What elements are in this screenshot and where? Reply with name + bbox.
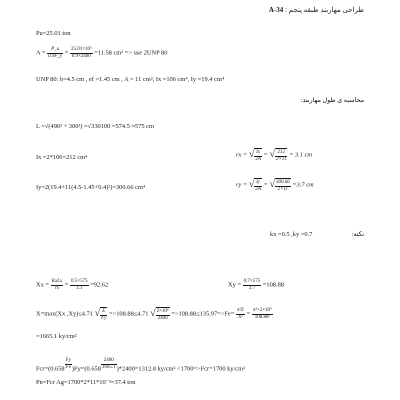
xy-lhs: Xy = [228,281,242,289]
fcr-exp2-den: 1665.1 [101,364,116,370]
slenderness-check: X=max(Xx ,Xy)≤4.71 √ $\frac{E}{Fy}$ =>108.88≤4.71 √ $\frac{\text{2×10⁶}}{2400}$ =>108.88≤135.97=>Fe= $\frac{\text{π²E}}{\text{X²}}$ = $\frac{\text{π²×2×10⁶}}{\text{108.88²}}$ [36,308,272,321]
fcr-exp2-num: 2400 [101,358,117,365]
ry-label: ry = [236,181,248,189]
section-code: A-34 [268,6,284,14]
ry-sqrt-2: √ $\frac{300.66}{2\times 11}$ [269,179,290,192]
fcr-a: Fcr=(0.658 [36,365,65,373]
area-rhs: =11.58 cm² => use 2UNP 80 [94,49,168,57]
fe2-den: 108.88² [254,314,270,320]
ry-sqrt: √ $\frac{Iy}{2A}$ [248,179,261,192]
fe2-num: π²×2×10⁶ [252,308,272,313]
fe-den: X² [238,314,243,320]
xy-fraction [243,279,262,291]
fcr-exponent-2 [101,358,117,370]
fcr-b: )Fy=(0.658 [71,365,101,373]
sq2-den: 2400 [157,315,168,321]
xy-equation [228,279,284,291]
area-fraction-2 [70,47,93,59]
rx-sqrt: √ $\frac{Ix}{2A}$ [248,149,261,162]
rx-result: = 3.1 cm [289,151,313,159]
x-max-b: =>108.88≤4.71 [109,310,149,318]
ry-num: Iy [256,180,261,185]
xx-frac2-num: 0.5×575 [71,279,88,284]
fcr-exponent-1 [65,358,72,370]
xx-fraction [51,279,64,291]
length-equation: L =√(490² + 300²) =√330100 =574.5 ≈575 cm [36,123,154,130]
rx-frac2-num: 212 [275,150,288,157]
fcr-exp1-num: Fy [65,358,71,363]
xx-fraction-2 [70,279,89,291]
length-heading: محاسبه ی طول مهاربند: [300,97,364,104]
fcr-exp1-den: Fe [65,364,71,370]
fcr-c: )*2400=1312.8 ky/cm² <1700=>Fcr=1700 ky/cm² [116,365,246,373]
fe-value: =1665.1 ky/cm² [36,333,77,340]
area-frac-num: P_u [47,47,63,54]
xx-den: rx [54,285,59,291]
pn-line: Pn=Fcr Ag=1700*2*11*10⁻³=37.4 ton [36,379,136,386]
fe-fraction-2 [252,308,273,320]
rx-label: rx = [236,151,248,159]
sq-fy: Fy [101,315,107,321]
fe-fraction [236,308,245,320]
xy-num: 0.7×575 [243,279,261,284]
area-frac2-num: 25.01×10³ [70,47,92,52]
area-frac-den: 0.9F_y [48,53,63,59]
sq2-num: 2×10⁶ [156,309,169,314]
xx-equation: Xx = $\frac{\text{KxLx}}{rx}$ = $\frac{0.5\times 575}{3.1}$ =92.62 [36,279,109,291]
pu-line: Pu=25.01 ton [36,30,71,37]
fcr-equation [36,358,245,373]
ry-equation: ry = √ $\frac{Iy}{2A}$ = √ $\frac{300.66}{2\times 11}$ =3.7 cm [236,179,314,192]
xx-frac2-den: 3.1 [76,285,83,291]
section-title [269,7,364,14]
xx-num: KxLx [51,279,63,284]
section-title-text: طراحی مهاربند طبقه پنجم : [285,6,364,14]
area-lhs: A = [36,49,46,57]
ix-total: Ix =2*106=212 cm⁴ [36,154,88,161]
xx-lhs: Xx = [36,281,50,289]
x-max-c: =>108.88≤135.97=>Fe= [171,310,235,318]
rx-den: 2A [255,156,261,162]
rx-frac2-den: 2×11 [275,156,287,162]
ry-den: 2A [255,186,261,192]
rx-equation: rx = √ $\frac{Ix}{2A}$ = √ $\frac{212}{2\times 11}$ = 3.1 cm [236,149,313,162]
note-heading: نکته: [351,231,364,238]
ry-frac2-num: 300.66 [275,180,290,185]
slenderness-sqrt-2: √ $\frac{\text{2×10⁶}}{2400}$ [150,308,169,321]
area-line: A = $\frac{P\_u}{0.9F\_y}$ = $\frac{\text{25.01×10³}}{0.9\times 2400}$ =11.58 cm² => use 2UNP 80 [36,47,168,59]
sq-e: E [100,309,107,316]
xx-result: =92.62 [90,281,109,289]
area-frac2-den: 0.9×2400 [71,53,91,59]
rx-sqrt-2: √ $\frac{212}{2\times 11}$ [269,149,287,162]
k-values: kx =0.5 ,ky =0.7 [270,231,313,238]
rx-num: Ix [256,150,261,155]
ry-frac2-den: 2×11 [277,186,289,192]
xy-den: 3.7 [248,285,256,291]
xy-result: =108.88 [262,281,284,289]
x-max-a: X=max(Xx ,Xy)≤4.71 [36,310,93,318]
ry-result: =3.7 cm [292,181,314,189]
iy-total: Iy=2(19.4+11(4.5-1.45+0.4)²)=300.66 cm⁴ [36,184,146,191]
slenderness-sqrt-1: √ $\frac{E}{Fy}$ [94,308,107,321]
unp80-properties: UNP 80: b=4.5 cm , ef =1.45 cm , A = 11 cm², Ix =106 cm⁴, Iy =19.4 cm⁴ [36,76,225,83]
area-fraction [47,47,63,59]
fe-num: π²E [236,308,245,313]
